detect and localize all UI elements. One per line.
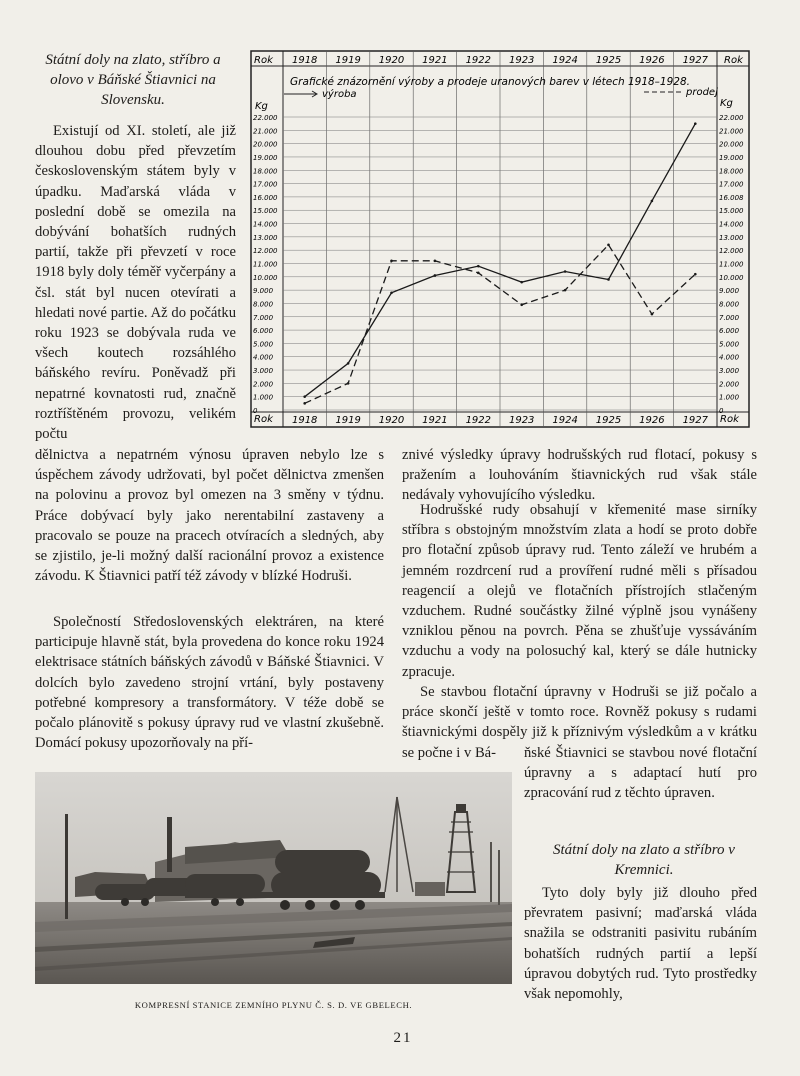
chart-y-tick-right: 17.000 bbox=[719, 180, 744, 189]
chart-y-tick-left: 14.000 bbox=[253, 220, 278, 229]
chart-y-tick-left: 13.000 bbox=[253, 233, 278, 242]
chart-x-tick-bottom: 1924 bbox=[552, 415, 578, 426]
text-flotation-plant: Se stavbou flotační úpravny v Hodruši se již počalo a práce skončí ještě v tomto roce. Rovněž pokusy s rudami štiavnickými dospěly již k příznivým výsledkům a v krátku se počne i v Bá- bbox=[402, 684, 757, 761]
legend-label-vyroba: výroba bbox=[322, 89, 357, 100]
chart-y-tick-left: 16.000 bbox=[253, 193, 278, 202]
chart-y-tick-right: 19.000 bbox=[719, 153, 744, 162]
page-number: 21 bbox=[393, 1030, 413, 1046]
chart-x-tick-bottom: 1925 bbox=[595, 415, 622, 426]
uranium-production-chart bbox=[250, 50, 750, 428]
chart-y-tick-left: 1.000 bbox=[253, 393, 274, 402]
chart-data-point-1 bbox=[303, 402, 306, 405]
chart-y-tick-left: 12.000 bbox=[253, 247, 278, 256]
chart-y-tick-right: 7.000 bbox=[719, 313, 740, 322]
chart-y-tick-left: 0 bbox=[253, 407, 258, 415]
chart-y-tick-right: 1.000 bbox=[719, 393, 740, 402]
chart-x-tick-bottom: 1919 bbox=[335, 415, 361, 426]
chart-x-tick-bottom: 1926 bbox=[639, 415, 665, 426]
text-hodrusa-ores: Hodrušské rudy obsahují v křemenité mase sirníky stříbra s obstojným množstvím zlata a hodí se proto dobře pro flotační způsob úpravy rud. Tento záleží ve hrubém a jemném rozdrcení rud a províření rudné měli s přísadou reagencií a olejů ve flotačních přístrojích stlačeným vzduchem. Rudné součástky žilné výplně jsou vynášeny vzniklou pěnou na povrch. Pěna se zhušťuje vyssáváním vzduchu a vody na polosuchý kal, který se dále hutnicky zpracuje. bbox=[402, 502, 757, 680]
chart-x-tick-top: 1920 bbox=[378, 55, 405, 66]
chart-y-tick-left: 19.000 bbox=[253, 153, 278, 162]
chart-unit-left: Kg bbox=[255, 101, 268, 112]
chart-x-header-top-right: Rok bbox=[724, 55, 743, 66]
chart-y-ticks-right bbox=[719, 114, 744, 415]
photo-caption: KOMPRESNÍ STANICE ZEMNÍHO PLYNU Č. S. D. VE GBELECH. bbox=[134, 1000, 413, 1010]
chart-data-point-0 bbox=[694, 122, 697, 125]
legend-label-prodej: prodej bbox=[686, 87, 718, 98]
chart-x-tick-top: 1921 bbox=[422, 55, 448, 66]
chart-x-tick-top: 1923 bbox=[508, 55, 535, 66]
chart-grid bbox=[251, 51, 749, 427]
chart-y-tick-left: 17.000 bbox=[253, 180, 278, 189]
chart-y-tick-right: 11.000 bbox=[719, 260, 744, 269]
chart-y-tick-right: 9.000 bbox=[719, 287, 740, 296]
chart-y-tick-right: 3.000 bbox=[719, 367, 740, 376]
chart-x-tick-bottom: 1923 bbox=[508, 415, 535, 426]
chart-y-tick-left: 8.000 bbox=[253, 300, 274, 309]
chart-x-tick-top: 1927 bbox=[682, 55, 709, 66]
text-flotation-plant-continued: ňské Štiavnici se stavbou nové flotační úpravny a s adaptací hutí pro zpracování rud z těchto úpraven. bbox=[524, 745, 757, 802]
chart-unit-right: Kg bbox=[720, 98, 733, 109]
chart-x-tick-bottom: 1927 bbox=[682, 415, 709, 426]
paragraph-workforce bbox=[35, 445, 384, 586]
chart-x-header-bottom: Rok bbox=[254, 414, 273, 425]
chart-y-tick-right: 20.000 bbox=[719, 140, 744, 149]
chart-y-tick-left: 6.000 bbox=[253, 327, 274, 336]
chart-x-tick-bottom: 1920 bbox=[378, 415, 405, 426]
text-kremnica: Tyto doly byly již dlouho před převratem pasivní; maďarská vláda snažila se odstraniti pasivitu rubáním bohatších rudných partií a lepší úpravou dobytých rud. Tyto prostředky však nepomohly, bbox=[524, 885, 757, 1003]
chart-y-tick-right: 12.000 bbox=[719, 247, 744, 256]
chart-data-point-1 bbox=[434, 260, 437, 263]
chart-y-tick-left: 3.000 bbox=[253, 367, 274, 376]
chart-data-point-1 bbox=[520, 303, 523, 306]
paragraph-kremnica bbox=[524, 883, 757, 1004]
chart-x-tick-top: 1919 bbox=[335, 55, 361, 66]
chart-y-tick-left: 15.000 bbox=[253, 207, 278, 216]
text-flotation-results: znivé výsledky úpravy hodrušských rud flotací, pokusy s pražením a louhováním štiavnických rud však stále nedávaly vyhovujícího výsledku. bbox=[402, 447, 757, 504]
chart-data-point-1 bbox=[390, 260, 393, 263]
text-intro: Existují od XI. století, ale již dlouhou dobu před převzetím československým státem byly v úpadku. Maďarská vláda v poslední době se omezila na dobývání bohatších rudných partií, takže při převzetí v roce 1918 byly doly téměř vyčerpány a čsl. stát byl nucen otevírati a hledati nové partie. Až do počátku roku 1923 se dobývala ruda ve všech koutech rozsáhlého báňského revíru. Poněvadž při nepatrné kovnatosti rud, značně roztříštěném provozu, velikém počtu bbox=[35, 123, 236, 443]
chart-x-tick-top: 1924 bbox=[552, 55, 578, 66]
chart-y-tick-right: 22.000 bbox=[719, 114, 744, 122]
chart-y-tick-right: 5.000 bbox=[719, 340, 740, 349]
chart-data-point-0 bbox=[520, 281, 523, 284]
chart-x-tick-top: 1918 bbox=[291, 55, 318, 66]
chart-data-point-1 bbox=[564, 289, 567, 292]
chart-y-tick-left: 7.000 bbox=[253, 313, 274, 322]
paragraph-intro-narrow bbox=[35, 121, 236, 444]
chart-x-tick-top: 1925 bbox=[595, 55, 622, 66]
chart-y-tick-right: 15.000 bbox=[719, 207, 744, 216]
chart-title: Grafické znázornění výroby a prodeje uranových barev v létech 1918–1928. bbox=[289, 76, 691, 88]
chart-data-point-1 bbox=[477, 272, 480, 275]
chart-data-point-0 bbox=[477, 265, 480, 268]
chart-y-tick-right: 13.000 bbox=[719, 233, 744, 242]
chart-data-point-1 bbox=[694, 273, 697, 276]
chart-x-header-top: Rok bbox=[254, 55, 273, 66]
paragraph-flotation-results bbox=[402, 445, 757, 506]
chart-y-tick-right: 16.008 bbox=[719, 193, 744, 202]
chart-data-point-1 bbox=[651, 313, 654, 316]
chart-data-point-0 bbox=[651, 200, 654, 203]
text-workforce: dělnictva a nepatrném výnosu úpraven nebylo lze s úspěchem závody udržovati, byl počet dělnictva zmenšen na polovinu a provoz byl omezen na 3 směny v týdnu. Práce dobývací byly jako nerentabilní zastaveny a pracovalo se pouze na pracech otvíracích a sledných, aby se zjistilo, je-li možný další racionální provoz a existence závodu. K Štiavnici patří též závody v blízké Hodruši. bbox=[35, 447, 384, 585]
paragraph-hodrusa-ores bbox=[402, 500, 757, 682]
chart-x-tick-top: 1922 bbox=[465, 55, 492, 66]
chart-y-tick-right: 2.000 bbox=[719, 380, 740, 389]
chart-x-tick-bottom: 1918 bbox=[291, 415, 318, 426]
chart-data-point-0 bbox=[434, 274, 437, 277]
section-heading-banska-stiavnica: Státní doly na zlato, stříbro a olovo v Báňské Štiavnici na Slovensku. bbox=[45, 52, 221, 108]
chart-y-ticks-left bbox=[253, 114, 278, 415]
chart-y-tick-right: 0 bbox=[719, 407, 724, 415]
section-heading-kremnica: Státní doly na zlato a stříbro v Kremnici. bbox=[553, 842, 735, 878]
chart-y-tick-right: 8.000 bbox=[719, 300, 740, 309]
text-electrification: Společností Středoslovenských elektráren, na které participuje hlavně stát, byla provedena do konce roku 1924 elektrisace státních báňských závodů v Báňské Štiavnici. V dolcích bylo zavedeno strojní vrtání, byly postaveny potřebné kompresory a transformátory. V téže době se počalo plánovitě s pokusy úpravy rud ve vlastní zkušebně. Domácí pokusy upozorňovaly na pří- bbox=[35, 614, 384, 752]
chart-y-tick-right: 18.000 bbox=[719, 167, 744, 176]
chart-y-tick-left: 5.000 bbox=[253, 340, 274, 349]
chart-x-tick-top: 1926 bbox=[639, 55, 665, 66]
chart-y-tick-right: 4.000 bbox=[719, 353, 740, 362]
chart-y-tick-left: 4.000 bbox=[253, 353, 274, 362]
chart-y-tick-left: 10.000 bbox=[253, 273, 278, 282]
chart-y-tick-left: 20.000 bbox=[253, 140, 278, 149]
chart-y-tick-left: 22.000 bbox=[253, 114, 278, 122]
chart-data-point-1 bbox=[607, 244, 610, 247]
chart-y-tick-right: 14.000 bbox=[719, 220, 744, 229]
chart-x-tick-bottom: 1921 bbox=[422, 415, 448, 426]
chart-data-point-1 bbox=[347, 382, 350, 385]
chart-y-tick-left: 9.000 bbox=[253, 287, 274, 296]
chart-data-point-0 bbox=[607, 278, 610, 281]
paragraph-flotation-plant-continued bbox=[524, 743, 757, 804]
paragraph-electrification bbox=[35, 612, 384, 753]
chart-y-tick-left: 11.000 bbox=[253, 260, 278, 269]
chart-y-tick-right: 10.000 bbox=[719, 273, 744, 282]
chart-x-ticks-top bbox=[292, 55, 709, 66]
chart-data-point-0 bbox=[347, 362, 350, 365]
chart-data-point-0 bbox=[303, 395, 306, 398]
chart-y-tick-left: 18.000 bbox=[253, 167, 278, 176]
chart-y-tick-right: 21.000 bbox=[719, 127, 744, 136]
chart-x-ticks-bottom bbox=[292, 415, 709, 426]
chart-y-tick-left: 2.000 bbox=[253, 380, 274, 389]
chart-data-point-0 bbox=[564, 270, 567, 273]
chart-x-tick-bottom: 1922 bbox=[465, 415, 492, 426]
chart-y-tick-right: 6.000 bbox=[719, 327, 740, 336]
photo-compressor-station bbox=[35, 772, 512, 984]
chart-x-header-bottom-right: Rok bbox=[720, 414, 739, 425]
chart-data-point-0 bbox=[390, 292, 393, 295]
chart-y-tick-left: 21.000 bbox=[253, 127, 278, 136]
